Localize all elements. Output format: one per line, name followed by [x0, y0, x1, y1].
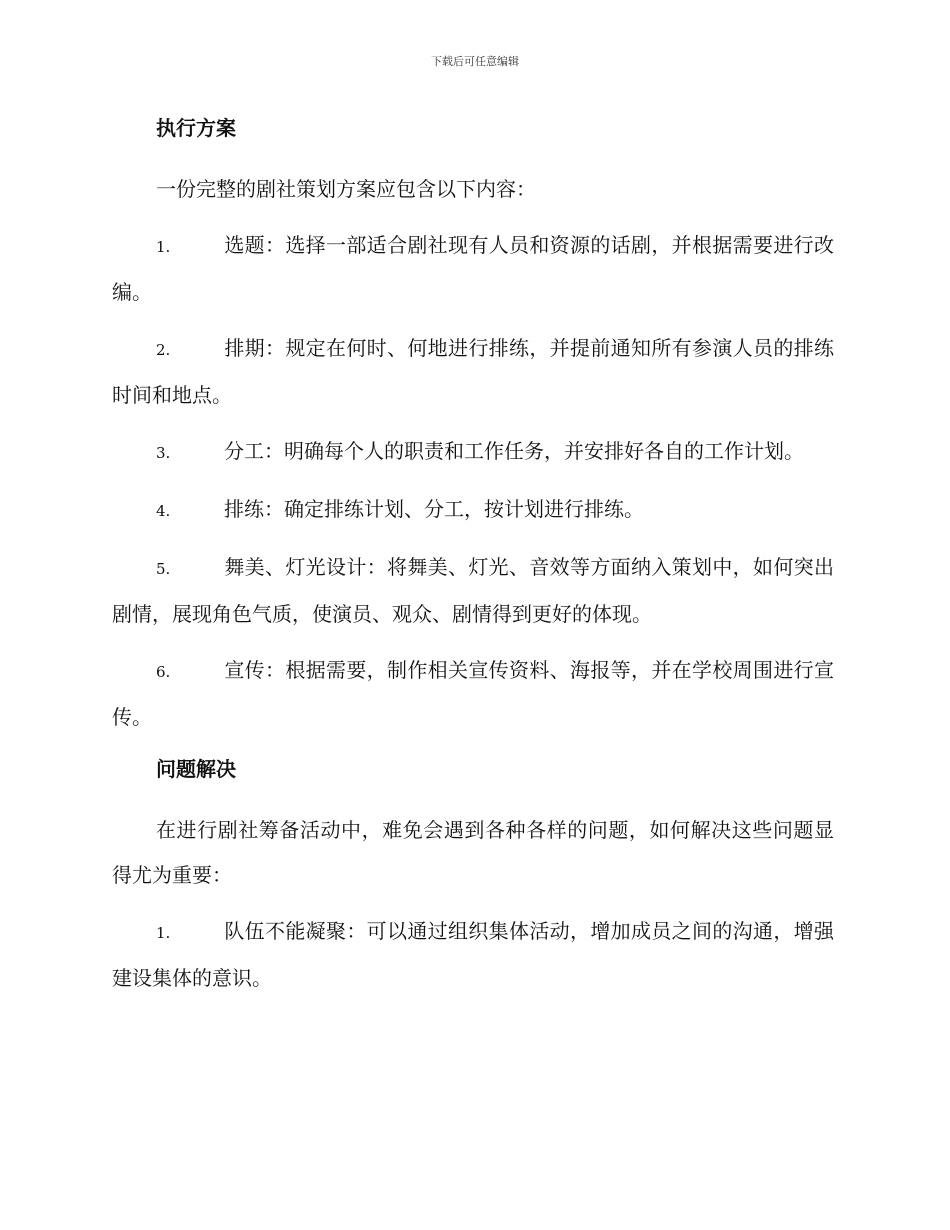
list-item-text: 队伍不能凝聚：可以通过组织集体活动，增加成员之间的沟通，增强建设集体的意识。: [112, 919, 834, 990]
section-heading-problem-solving: 问题解决: [156, 757, 236, 781]
list-item: [112, 429, 834, 476]
section-heading-execution: 执行方案: [156, 116, 236, 140]
list-item-number: 3.: [156, 444, 171, 462]
list-item: [112, 648, 834, 740]
document-body: [112, 110, 834, 1012]
list-item-number: 1.: [156, 924, 171, 942]
list-item-text: 排练：确定排练计划、分工，按计划进行排练。: [224, 497, 644, 521]
section-intro: 一份完整的剧社策划方案应包含以下内容：: [156, 177, 536, 201]
list-item: [112, 487, 834, 534]
list-item: [112, 223, 834, 315]
list-item-text: 宣传：根据需要，制作相关宣传资料、海报等，并在学校周围进行宣传。: [112, 658, 834, 729]
list-item: [112, 545, 834, 637]
list-item-number: 1.: [156, 238, 171, 256]
list-item-text: 舞美、灯光设计：将舞美、灯光、音效等方面纳入策划中，如何突出剧情，展现角色气质，使演员、观众、剧情得到更好的体现。: [112, 555, 834, 626]
list-item-number: 2.: [156, 341, 171, 359]
list-item-text: 选题：选择一部适合剧社现有人员和资源的话剧，并根据需要进行改编。: [112, 233, 834, 304]
section-intro: 在进行剧社筹备活动中，难免会遇到各种各样的问题，如何解决这些问题显得尤为重要：: [112, 818, 834, 887]
list-item-text: 分工：明确每个人的职责和工作任务，并安排好各自的工作计划。: [224, 439, 804, 463]
page-header: 下载后可任意编辑: [431, 55, 519, 68]
list-item-number: 4.: [156, 502, 171, 520]
list-item-number: 5.: [156, 560, 171, 578]
list-item: [112, 909, 834, 1001]
list-item: [112, 326, 834, 418]
list-item-number: 6.: [156, 663, 171, 681]
list-item-text: 排期：规定在何时、何地进行排练，并提前通知所有参演人员的排练时间和地点。: [112, 336, 834, 407]
